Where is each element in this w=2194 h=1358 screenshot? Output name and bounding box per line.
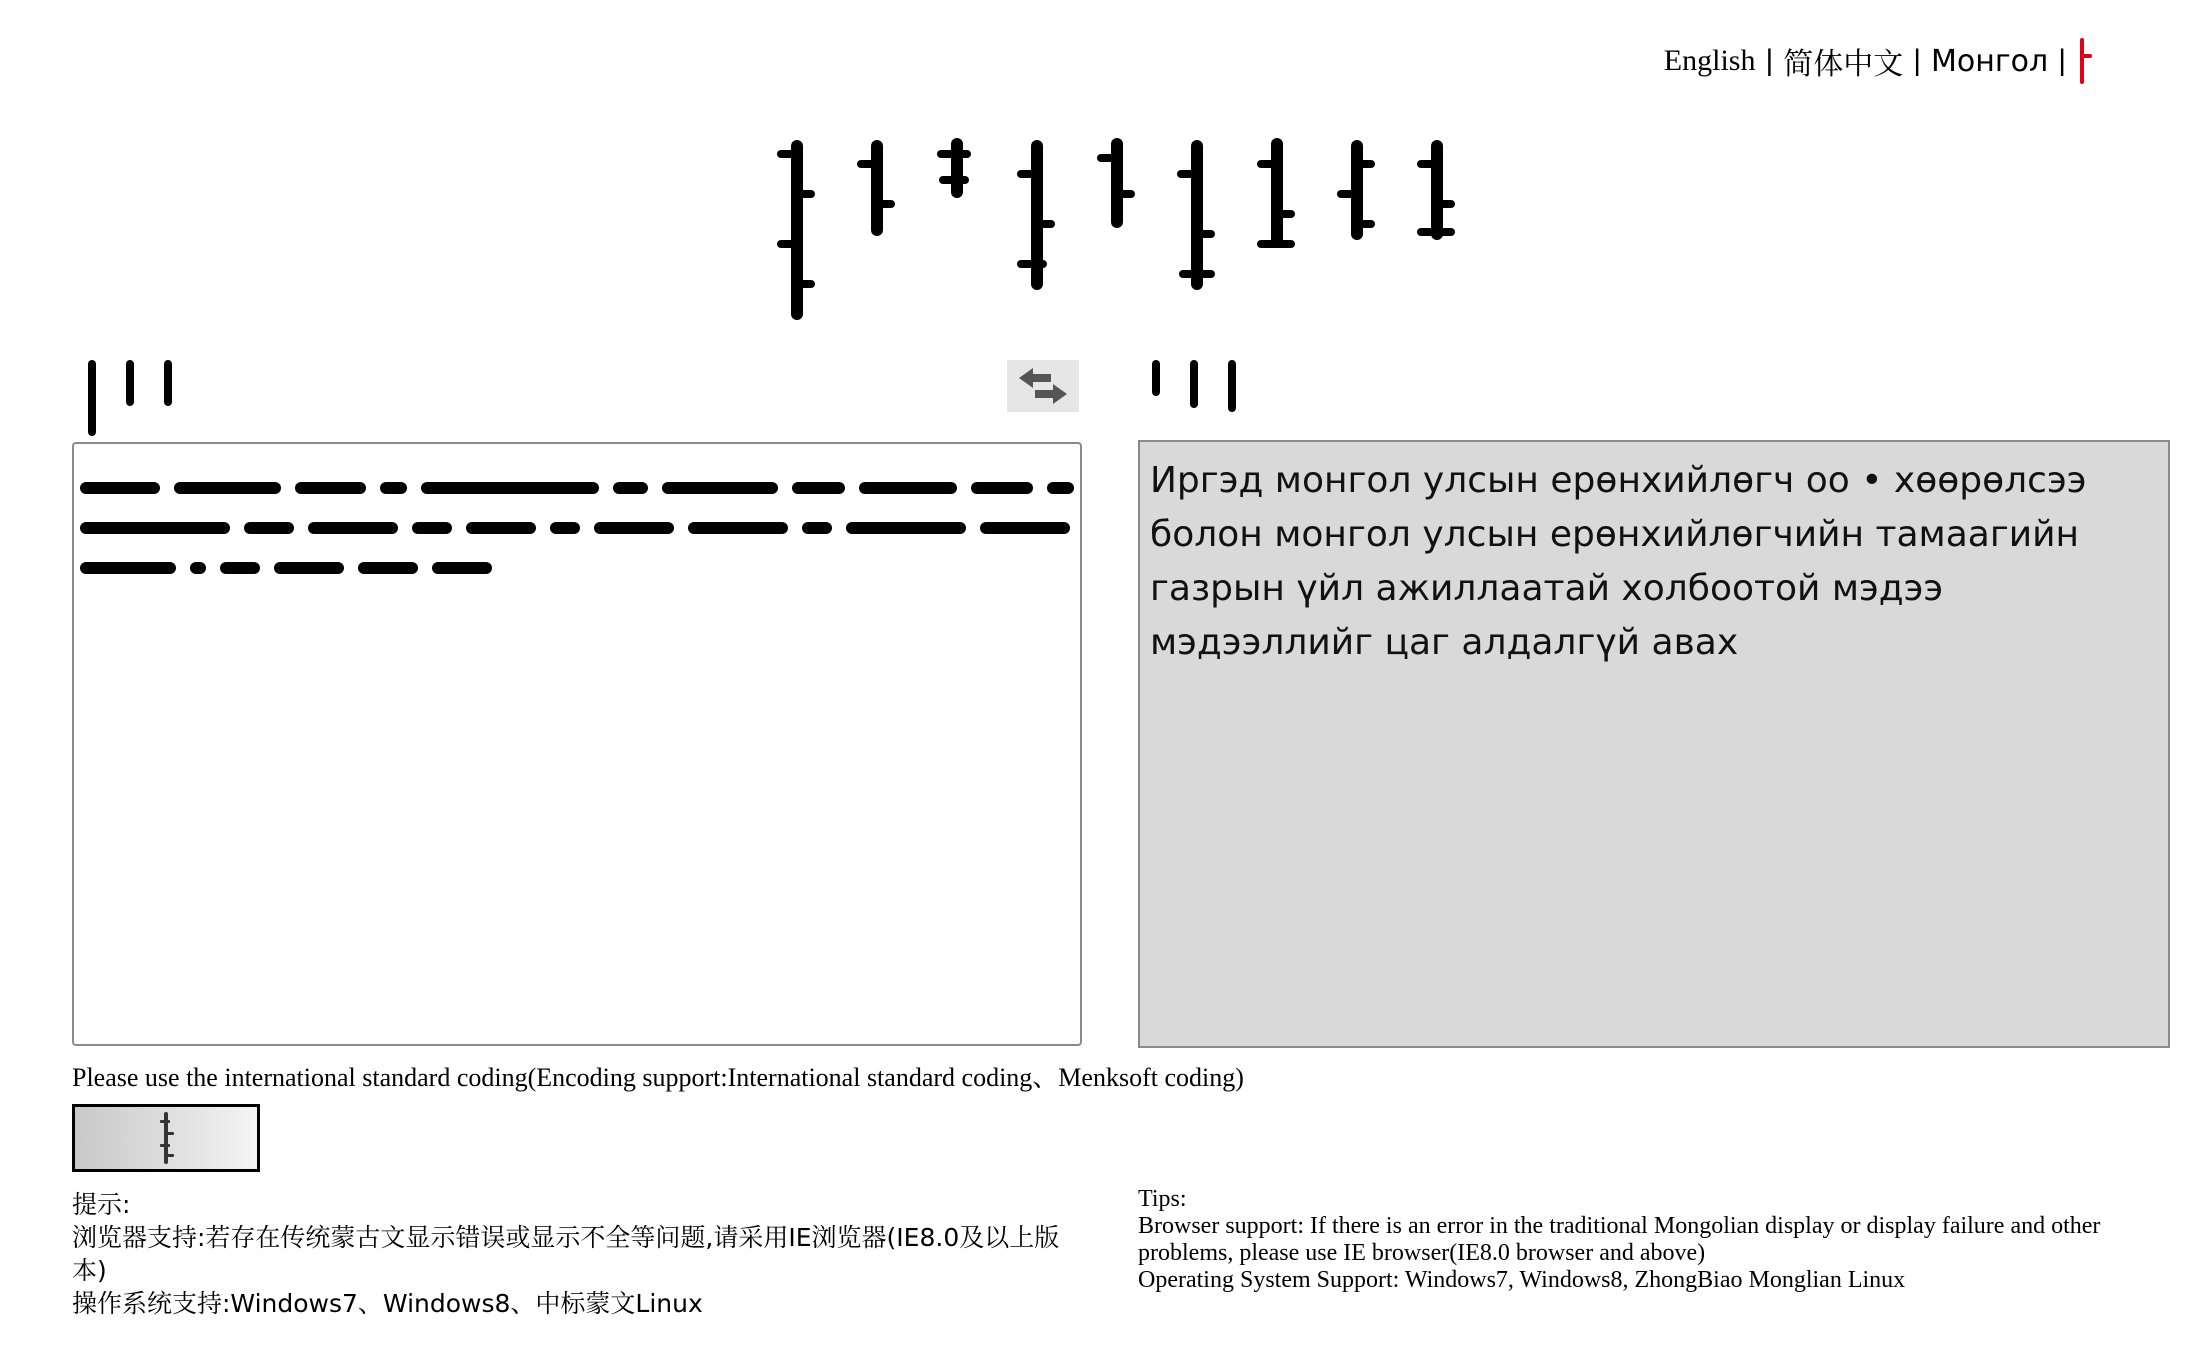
source-script-line	[80, 522, 1074, 534]
title-word-glyph	[855, 130, 895, 330]
encoding-note: Please use the international standard coding(Encoding support:International standard coding、Menksoft coding)	[72, 1063, 1244, 1092]
translation-output-text: Иргэд монгол улсын ерөнхийлөгч оо • хөөрөлсээ болон монгол улсын ерөнхийлөгчийн тамаагийн газрын үйл ажиллаатай холбоотой мэдээ мэдээллийг цаг алдалгүй авах	[1150, 460, 2087, 663]
translation-output[interactable]	[1138, 440, 2170, 1048]
title-word-glyph	[1415, 130, 1455, 330]
title-word-glyph	[935, 130, 975, 330]
source-script-line	[80, 482, 1074, 494]
mongolian-script-translate	[156, 1110, 176, 1166]
page-title	[775, 130, 1455, 330]
lang-chinese-link[interactable]: 简体中文	[1783, 47, 1904, 82]
tips-chinese-os: 操作系统支持:Windows7、Windows8、中标蒙文Linux	[72, 1289, 703, 1318]
tips-chinese	[72, 1188, 1062, 1320]
lang-separator: |	[1913, 44, 1922, 77]
language-switcher	[1664, 36, 2086, 86]
source-text-input[interactable]	[72, 442, 1082, 1046]
target-language-label	[1148, 356, 1248, 416]
tips-english-title: Tips:	[1138, 1186, 1187, 1212]
lang-separator: |	[2058, 44, 2066, 77]
title-word-glyph	[1335, 130, 1375, 330]
swap-languages-button[interactable]	[1007, 360, 1079, 412]
title-word-glyph	[1015, 130, 1055, 330]
swap-arrows-icon	[1017, 366, 1069, 406]
title-word-glyph	[1095, 130, 1135, 330]
lang-mongolian-link[interactable]: Монгол	[1931, 43, 2049, 79]
title-word-glyph	[1255, 130, 1295, 330]
title-word-glyph	[1175, 130, 1215, 330]
title-word-glyph	[775, 130, 815, 330]
tips-chinese-browser: 浏览器支持:若存在传统蒙古文显示错误或显示不全等问题,请采用IE浏览器(IE8.0及以上版本)	[72, 1223, 1060, 1285]
lang-english-link[interactable]: English	[1663, 44, 1756, 77]
tips-chinese-title: 提示:	[72, 1190, 131, 1219]
tips-english	[1138, 1186, 2138, 1294]
source-script-line	[80, 562, 1074, 574]
tips-english-os: Operating System Support: Windows7, Windows8, ZhongBiao Monglian Linux	[1138, 1267, 1906, 1293]
source-language-label	[84, 356, 184, 438]
lang-separator: |	[1765, 44, 1774, 77]
tips-english-browser: Browser support: If there is an error in the traditional Mongolian display or display failure and other problems, please use IE browser(IE8.0 browser and above)	[1138, 1213, 2101, 1266]
translate-button[interactable]	[72, 1104, 260, 1172]
lang-traditional-mongolian-link[interactable]	[2076, 36, 2086, 86]
